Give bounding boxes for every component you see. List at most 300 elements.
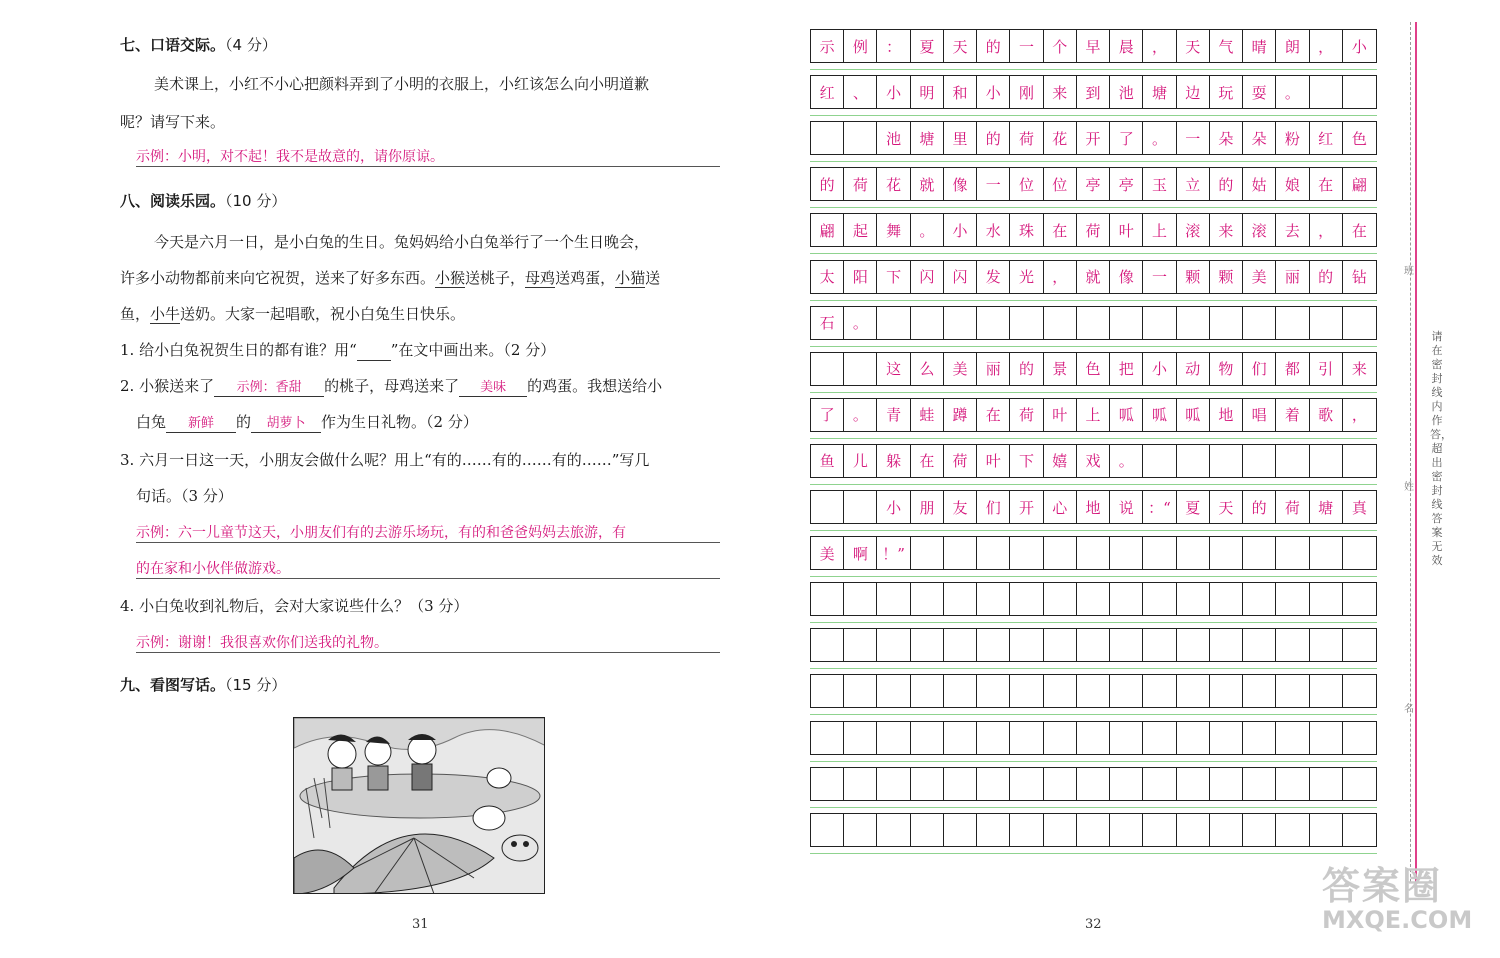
section-8-title-text: 八、阅读乐园。 <box>120 192 226 210</box>
grid-cell: 水 <box>977 214 1010 246</box>
grid-cell <box>1044 675 1077 707</box>
grid-cell <box>1310 814 1343 846</box>
question-4: 4. 小白兔收到礼物后，会对大家说些什么？（3 分） <box>120 597 469 615</box>
grid-cell <box>911 537 944 569</box>
grid-cell <box>1343 307 1376 339</box>
pond-illustration-drawing <box>294 718 545 894</box>
grid-cell <box>844 768 877 800</box>
grid-cell: 青 <box>877 399 910 431</box>
grid-cell: 一 <box>1177 122 1210 154</box>
grid-cell: 上 <box>1143 214 1176 246</box>
grid-guide-line <box>810 115 1377 116</box>
grid-cell: 嬉 <box>1044 445 1077 477</box>
grid-cell: ， <box>1143 30 1176 62</box>
grid-cell: 翩 <box>1351 175 1367 194</box>
grid-cell: 例 <box>844 30 877 62</box>
grid-cell: 丽 <box>1276 261 1309 293</box>
grid-cell: 美 <box>944 353 977 385</box>
reading-text: 送鸡蛋， <box>555 269 616 287</box>
grid-cell <box>1243 537 1276 569</box>
grid-cell <box>1210 675 1243 707</box>
grid-cell <box>1077 722 1110 754</box>
grid-cell <box>1010 675 1043 707</box>
grid-cell: 小 <box>944 214 977 246</box>
grid-row <box>810 444 1377 478</box>
grid-cell <box>1243 445 1276 477</box>
grid-cell: 呱 <box>1110 399 1143 431</box>
grid-cell <box>1010 537 1043 569</box>
margin-mark-2: 姓 <box>1404 482 1414 493</box>
grid-cell <box>1077 583 1110 615</box>
reading-text: 许多小动物都前来向它祝贺，送来了好多东西。 <box>120 269 436 287</box>
grid-cell: 躲 <box>877 445 910 477</box>
grid-row <box>810 490 1377 524</box>
grid-cell: 都 <box>1276 353 1309 385</box>
reading-para-3 <box>120 304 465 324</box>
grid-cell: 小 <box>1143 353 1176 385</box>
grid-cell <box>1077 768 1110 800</box>
grid-cell: 发 <box>977 261 1010 293</box>
grid-cell: 蛙 <box>911 399 944 431</box>
grid-cell: ， <box>1044 261 1077 293</box>
question-1-text: 1. 给小白兔祝贺生日的都有谁？用“ <box>120 341 357 359</box>
section-7-points: （4 分） <box>225 36 277 54</box>
grid-cell <box>1210 445 1243 477</box>
grid-cell <box>1243 675 1276 707</box>
grid-cell <box>1210 537 1243 569</box>
grid-cell: 们 <box>1243 353 1276 385</box>
grid-cell: 早 <box>1077 30 1110 62</box>
grid-cell: 花 <box>877 168 910 200</box>
grid-row <box>810 398 1377 432</box>
grid-cell <box>1243 629 1276 661</box>
grid-cell: 儿 <box>844 445 877 477</box>
grid-guide-line <box>810 161 1377 162</box>
grid-cell <box>1177 675 1210 707</box>
grid-row <box>810 628 1377 662</box>
grid-cell: 叶 <box>1110 214 1143 246</box>
grid-cell <box>1143 445 1176 477</box>
grid-cell: 地 <box>1210 399 1243 431</box>
grid-cell: 色 <box>1077 353 1110 385</box>
grid-cell: ， <box>1310 214 1343 246</box>
grid-cell: 夏 <box>911 30 944 62</box>
grid-cell <box>1044 768 1077 800</box>
grid-cell <box>1343 814 1376 846</box>
margin-mark-1: 班 <box>1404 266 1414 277</box>
grid-cell <box>811 722 844 754</box>
grid-cell <box>1243 307 1276 339</box>
grid-guide-line <box>810 761 1377 762</box>
grid-cell <box>877 768 910 800</box>
grid-cell <box>977 675 1010 707</box>
grid-cell <box>1210 768 1243 800</box>
grid-cell <box>1310 307 1343 339</box>
grid-cell <box>911 583 944 615</box>
grid-cell <box>1343 583 1376 615</box>
grid-cell: 开 <box>1010 491 1043 523</box>
grid-cell: 塘 <box>1310 491 1343 523</box>
section-9-points: （15 分） <box>225 676 287 694</box>
section-7-title <box>120 34 277 55</box>
grid-cell: 舞 <box>877 214 910 246</box>
grid-cell: 花 <box>1044 122 1077 154</box>
grid-cell: 叶 <box>977 445 1010 477</box>
grid-row <box>810 167 1377 201</box>
grid-cell: 真 <box>1351 498 1367 517</box>
grid-cell: 呱 <box>1177 399 1210 431</box>
grid-guide-line <box>810 392 1377 393</box>
grid-row <box>810 260 1377 294</box>
grid-cell <box>844 814 877 846</box>
grid-cell: 和 <box>944 76 977 108</box>
seal-line <box>1415 22 1417 882</box>
grid-cell: 红 <box>1310 122 1343 154</box>
grid-cell: 下 <box>877 261 910 293</box>
grid-cell <box>1177 722 1210 754</box>
grid-cell <box>1343 675 1376 707</box>
grid-cell <box>1276 768 1309 800</box>
grid-cell: 说 <box>1110 491 1143 523</box>
grid-cell: 荷 <box>1077 214 1110 246</box>
grid-cell: 小 <box>1351 37 1367 56</box>
grid-cell <box>1343 629 1376 661</box>
grid-cell: 在 <box>977 399 1010 431</box>
underlined-calf: 小牛 <box>150 305 181 323</box>
answer-line <box>136 542 720 543</box>
grid-cell: 闪 <box>911 261 944 293</box>
grid-guide-line <box>810 253 1377 254</box>
grid-cell: 太 <box>811 261 844 293</box>
grid-cell: 去 <box>1276 214 1309 246</box>
grid-cell <box>911 722 944 754</box>
grid-cell: 夏 <box>1177 491 1210 523</box>
grid-cell <box>1143 583 1176 615</box>
grid-cell: 耍 <box>1243 76 1276 108</box>
grid-cell: 粉 <box>1276 122 1309 154</box>
grid-cell <box>1177 629 1210 661</box>
grid-cell: 钻 <box>1351 268 1367 286</box>
grid-cell <box>1343 768 1376 800</box>
grid-cell <box>811 353 844 385</box>
page-number-left: 31 <box>412 917 429 932</box>
grid-cell: 下 <box>1010 445 1043 477</box>
grid-cell <box>1044 629 1077 661</box>
grid-row <box>810 582 1377 616</box>
grid-cell <box>811 122 844 154</box>
grid-cell <box>1276 583 1309 615</box>
question-2-text: 的 <box>236 413 252 431</box>
grid-cell <box>1276 722 1309 754</box>
margin-mark-3: 名 <box>1404 704 1414 715</box>
grid-cell <box>944 307 977 339</box>
grid-cell: 个 <box>1044 30 1077 62</box>
grid-cell <box>844 491 877 523</box>
question-2-line2 <box>136 412 478 433</box>
grid-cell: 亭 <box>1077 168 1110 200</box>
grid-row <box>810 29 1377 63</box>
grid-cell: 唱 <box>1243 399 1276 431</box>
grid-cell <box>1177 814 1210 846</box>
grid-cell: 呱 <box>1143 399 1176 431</box>
grid-cell <box>877 629 910 661</box>
section-7-prompt-line2: 呢？请写下来。 <box>120 113 226 131</box>
grid-cell: 天 <box>1210 491 1243 523</box>
grid-cell: 就 <box>911 168 944 200</box>
grid-cell <box>977 814 1010 846</box>
grid-cell: 。 <box>844 307 877 339</box>
grid-cell <box>1177 307 1210 339</box>
grid-guide-line <box>810 438 1377 439</box>
reading-text: 送 <box>645 269 661 287</box>
grid-cell: 们 <box>977 491 1010 523</box>
grid-cell: 物 <box>1210 353 1243 385</box>
grid-cell: 心 <box>1044 491 1077 523</box>
grid-cell <box>944 537 977 569</box>
grid-cell: 晴 <box>1243 30 1276 62</box>
grid-cell <box>1044 814 1077 846</box>
grid-cell <box>844 722 877 754</box>
grid-cell: 的 <box>1310 261 1343 293</box>
grid-cell <box>1143 768 1176 800</box>
grid-cell <box>1143 675 1176 707</box>
grid-cell: 来 <box>1351 360 1367 379</box>
answer-line <box>136 578 720 579</box>
grid-cell <box>977 722 1010 754</box>
grid-cell: 蹲 <box>944 399 977 431</box>
grid-cell <box>1310 722 1343 754</box>
question-1 <box>120 340 555 361</box>
grid-cell <box>1010 722 1043 754</box>
grid-cell: 的 <box>1243 491 1276 523</box>
grid-cell <box>1177 537 1210 569</box>
section-8-points: （10 分） <box>225 192 287 210</box>
grid-row <box>810 352 1377 386</box>
grid-guide-line <box>810 207 1377 208</box>
grid-cell <box>1343 722 1376 754</box>
grid-cell <box>1343 537 1376 569</box>
grid-cell <box>1310 583 1343 615</box>
grid-cell <box>1243 768 1276 800</box>
grid-cell: 就 <box>1077 261 1110 293</box>
page-number-right: 32 <box>1085 917 1102 932</box>
grid-cell: 友 <box>944 491 977 523</box>
grid-cell: 戏 <box>1077 445 1110 477</box>
grid-cell: 荷 <box>944 445 977 477</box>
grid-cell: 朋 <box>911 491 944 523</box>
grid-cell <box>811 675 844 707</box>
grid-cell: 娘 <box>1276 168 1309 200</box>
grid-cell: 。 <box>1143 122 1176 154</box>
grid-cell <box>1310 76 1343 108</box>
grid-cell <box>1177 583 1210 615</box>
reading-para-2 <box>120 268 660 288</box>
grid-cell <box>1143 722 1176 754</box>
grid-cell <box>944 768 977 800</box>
grid-cell <box>1310 629 1343 661</box>
section-9-title <box>120 674 286 695</box>
grid-cell: 啊 <box>844 537 877 569</box>
grid-cell: 一 <box>977 168 1010 200</box>
grid-cell: 姑 <box>1243 168 1276 200</box>
grid-cell: 小 <box>877 491 910 523</box>
grid-cell <box>1276 307 1309 339</box>
grid-cell: 把 <box>1110 353 1143 385</box>
grid-cell <box>1243 814 1276 846</box>
grid-cell: 珠 <box>1010 214 1043 246</box>
grid-cell <box>877 814 910 846</box>
grid-cell: 一 <box>1010 30 1043 62</box>
grid-row <box>810 813 1377 847</box>
grid-cell <box>977 768 1010 800</box>
pond-illustration <box>293 717 545 894</box>
grid-cell <box>1310 675 1343 707</box>
grid-cell <box>1243 722 1276 754</box>
question-2-text: 2. 小猴送来了 <box>120 377 215 395</box>
reading-text: 送桃子， <box>465 269 526 287</box>
grid-cell <box>877 722 910 754</box>
grid-cell: 。 <box>1276 76 1309 108</box>
grid-cell: 在 <box>1044 214 1077 246</box>
grid-cell <box>1077 675 1110 707</box>
grid-cell: 叶 <box>1044 399 1077 431</box>
grid-cell <box>877 583 910 615</box>
grid-cell <box>1143 307 1176 339</box>
grid-cell <box>1110 768 1143 800</box>
grid-cell: 气 <box>1210 30 1243 62</box>
grid-cell: 朵 <box>1243 122 1276 154</box>
grid-cell: 景 <box>1044 353 1077 385</box>
grid-cell: 边 <box>1177 76 1210 108</box>
grid-cell: 阳 <box>844 261 877 293</box>
grid-guide-line <box>810 484 1377 485</box>
grid-cell <box>811 768 844 800</box>
grid-cell <box>1143 629 1176 661</box>
grid-cell: 位 <box>1010 168 1043 200</box>
grid-cell: 歌 <box>1310 399 1343 431</box>
question-4-answer: 示例：谢谢！我很喜欢你们送我的礼物。 <box>136 635 388 651</box>
grid-cell <box>1276 629 1309 661</box>
grid-cell: 石 <box>811 307 844 339</box>
grid-cell: 了 <box>811 399 844 431</box>
grid-cell <box>1010 814 1043 846</box>
grid-cell: 了 <box>1110 122 1143 154</box>
grid-row <box>810 213 1377 247</box>
grid-cell: 塘 <box>1143 76 1176 108</box>
grid-cell <box>1010 307 1043 339</box>
grid-cell <box>911 814 944 846</box>
underlined-hen: 母鸡 <box>525 269 556 287</box>
grid-cell: 像 <box>944 168 977 200</box>
grid-cell: 朗 <box>1276 30 1309 62</box>
grid-cell: 刚 <box>1010 76 1043 108</box>
grid-cell <box>1343 76 1376 108</box>
watermark <box>1322 866 1472 934</box>
grid-cell: 美 <box>811 537 844 569</box>
grid-cell <box>1310 768 1343 800</box>
section-8-title <box>120 190 286 211</box>
grid-cell: ： <box>877 30 910 62</box>
answer-blank-1: 示例：香甜 <box>214 380 324 397</box>
grid-cell: 里 <box>944 122 977 154</box>
grid-cell: 起 <box>844 214 877 246</box>
grid-cell: ， <box>1351 406 1367 425</box>
grid-cell <box>844 583 877 615</box>
grid-cell <box>1077 814 1110 846</box>
grid-cell <box>944 722 977 754</box>
grid-cell <box>1077 537 1110 569</box>
grid-row <box>810 121 1377 155</box>
grid-cell <box>844 353 877 385</box>
grid-guide-line <box>810 807 1377 808</box>
grid-cell: 来 <box>1210 214 1243 246</box>
grid-cell: 玩 <box>1210 76 1243 108</box>
grid-cell <box>1210 307 1243 339</box>
question-3-line2: 句话。（3 分） <box>136 487 233 505</box>
grid-cell <box>1044 307 1077 339</box>
question-2-text: 白兔 <box>136 413 167 431</box>
grid-cell: 。 <box>1110 445 1143 477</box>
grid-cell: 着 <box>1276 399 1309 431</box>
grid-cell <box>877 307 910 339</box>
grid-cell: 在 <box>1310 168 1343 200</box>
grid-cell <box>811 814 844 846</box>
reading-text: 送奶。大家一起唱歌，祝小白兔生日快乐。 <box>180 305 466 323</box>
grid-cell <box>811 583 844 615</box>
grid-cell <box>1276 814 1309 846</box>
grid-row <box>810 75 1377 109</box>
grid-cell: 示 <box>811 30 844 62</box>
grid-cell: 位 <box>1044 168 1077 200</box>
section-9-title-text: 九、看图写话。 <box>120 676 226 694</box>
grid-cell: 光 <box>1010 261 1043 293</box>
grid-cell: 明 <box>911 76 944 108</box>
grid-cell: 开 <box>1077 122 1110 154</box>
grid-cell: 滚 <box>1243 214 1276 246</box>
grid-cell <box>877 675 910 707</box>
seal-line-note: 请在密封线内作答，超出密封线答案无效 <box>1430 330 1452 567</box>
grid-cell: 滚 <box>1177 214 1210 246</box>
grid-cell: 来 <box>1044 76 1077 108</box>
grid-cell <box>944 629 977 661</box>
grid-cell: 一 <box>1143 261 1176 293</box>
reading-text: 鱼， <box>120 305 151 323</box>
seal-line-dashed <box>1410 22 1411 882</box>
grid-cell: ：“ <box>1143 491 1176 523</box>
grid-guide-line <box>810 668 1377 669</box>
grid-cell: 鱼 <box>811 445 844 477</box>
grid-cell <box>1276 675 1309 707</box>
watermark-logo: 答案圈 <box>1322 864 1443 908</box>
grid-cell <box>1110 722 1143 754</box>
grid-cell <box>844 122 877 154</box>
grid-cell <box>1010 629 1043 661</box>
question-2-text: 作为生日礼物。（2 分） <box>321 413 478 431</box>
grid-cell: 朵 <box>1210 122 1243 154</box>
grid-cell: 的 <box>1210 168 1243 200</box>
grid-cell <box>1110 675 1143 707</box>
grid-cell: 天 <box>944 30 977 62</box>
grid-cell <box>1310 445 1343 477</box>
grid-cell: 红 <box>811 76 844 108</box>
grid-cell <box>911 307 944 339</box>
grid-row <box>810 674 1377 708</box>
grid-cell <box>1276 537 1309 569</box>
grid-cell <box>844 675 877 707</box>
grid-cell <box>844 629 877 661</box>
grid-cell <box>977 583 1010 615</box>
grid-cell: 的 <box>977 122 1010 154</box>
